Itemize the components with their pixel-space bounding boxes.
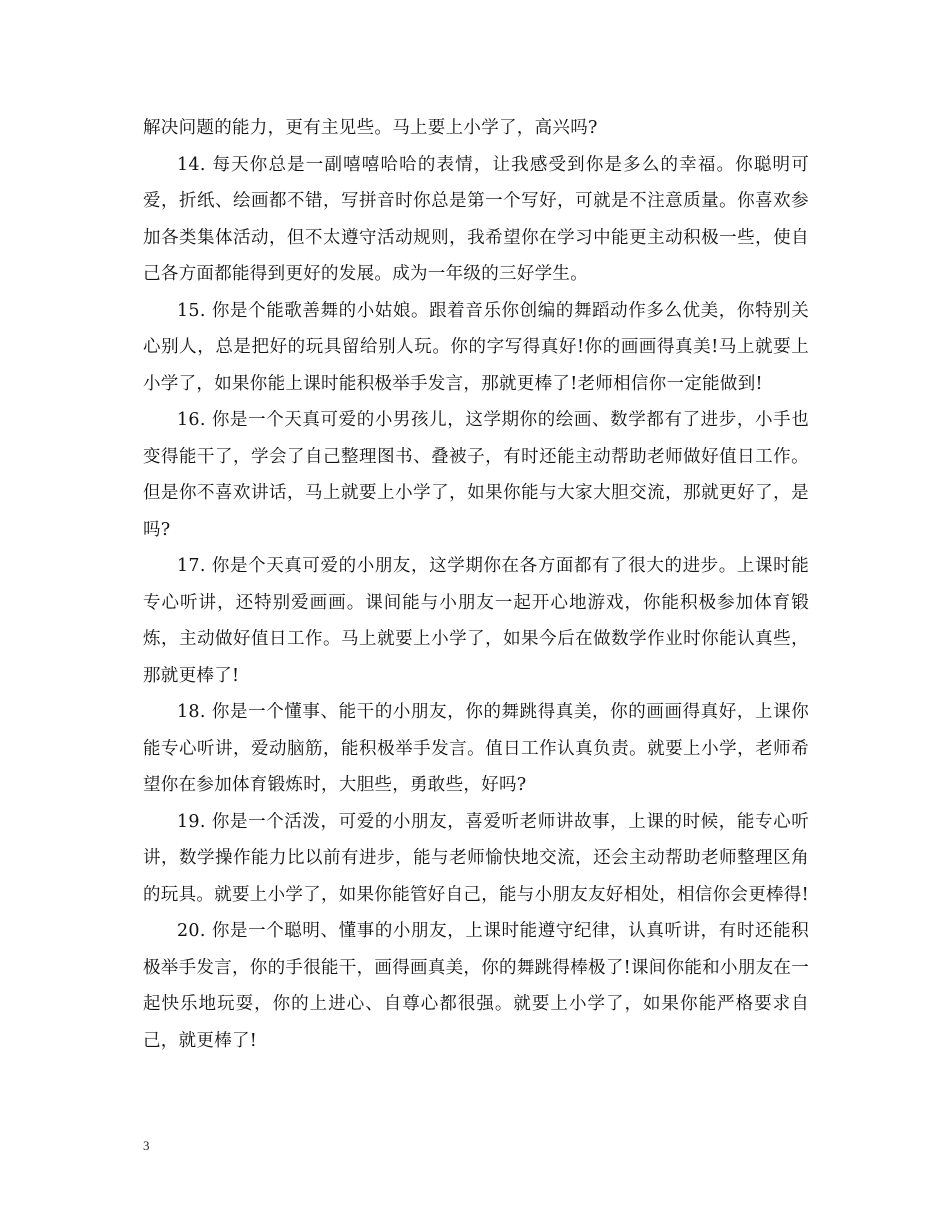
- paragraph-item-19: 19. 你是一个活泼，可爱的小朋友，喜爱听老师讲故事，上课的时候，能专心听讲，数学操作能力比以前有进步，能与老师愉快地交流，还会主动帮助老师整理区角的玩具。就要上小学了，如果你能管好自己，能与小朋友友好相处，相信你会更棒得!: [143, 811, 809, 905]
- document-body: [143, 110, 809, 1059]
- paragraph-item-16: 16. 你是一个天真可爱的小男孩儿，这学期你的绘画、数学都有了进步，小手也变得能干了，学会了自己整理图书、叠被子，有时还能主动帮助老师做好值日工作。但是你不喜欢讲话，马上就要上小学了，如果你能与大家大胆交流，那就更好了，是吗?: [143, 410, 809, 540]
- paragraph-item-18: 18. 你是一个懂事、能干的小朋友，你的舞跳得真美，你的画画得真好，上课你能专心听讲，爱动脑筋，能积极举手发言。值日工作认真负责。就要上小学，老师希望你在参加体育锻炼时，大胆些，勇敢些，好吗?: [143, 702, 809, 795]
- paragraph-item-17: 17. 你是个天真可爱的小朋友，这学期你在各方面都有了很大的进步。上课时能专心听讲，还特别爱画画。课间能与小朋友一起开心地游戏，你能积极参加体育锻炼，主动做好值日工作。马上就要上小学了，如果今后在做数学作业时你能认真些，那就更棒了!: [143, 556, 809, 686]
- page-number: 3: [143, 1138, 150, 1153]
- paragraph-item-15: 15. 你是个能歌善舞的小姑娘。跟着音乐你创编的舞蹈动作多么优美，你特别关心别人，总是把好的玩具留给别人玩。你的字写得真好!你的画画得真美!马上就要上小学了，如果你能上课时能积极举手发言，那就更棒了!老师相信你一定能做到!: [143, 300, 809, 394]
- paragraph-item-20: 20. 你是一个聪明、懂事的小朋友，上课时能遵守纪律，认真听讲，有时还能积极举手发言，你的手很能干，画得画真美，你的舞跳得棒极了!课间你能和小朋友在一起快乐地玩耍，你的上进心、自尊心都很强。就要上小学了，如果你能严格要求自己，就更棒了!: [143, 921, 809, 1051]
- paragraph-item-14: 14. 每天你总是一副嘻嘻哈哈的表情，让我感受到你是多么的幸福。你聪明可爱，折纸、绘画都不错，写拼音时你总是第一个写好，可就是不注意质量。你喜欢参加各类集体活动，但不太遵守活动规则，我希望你在学习中能更主动积极一些，使自己各方面都能得到更好的发展。成为一年级的三好学生。: [143, 154, 809, 284]
- paragraph-continuation: 解决问题的能力，更有主见些。马上要上小学了，高兴吗?: [143, 118, 598, 138]
